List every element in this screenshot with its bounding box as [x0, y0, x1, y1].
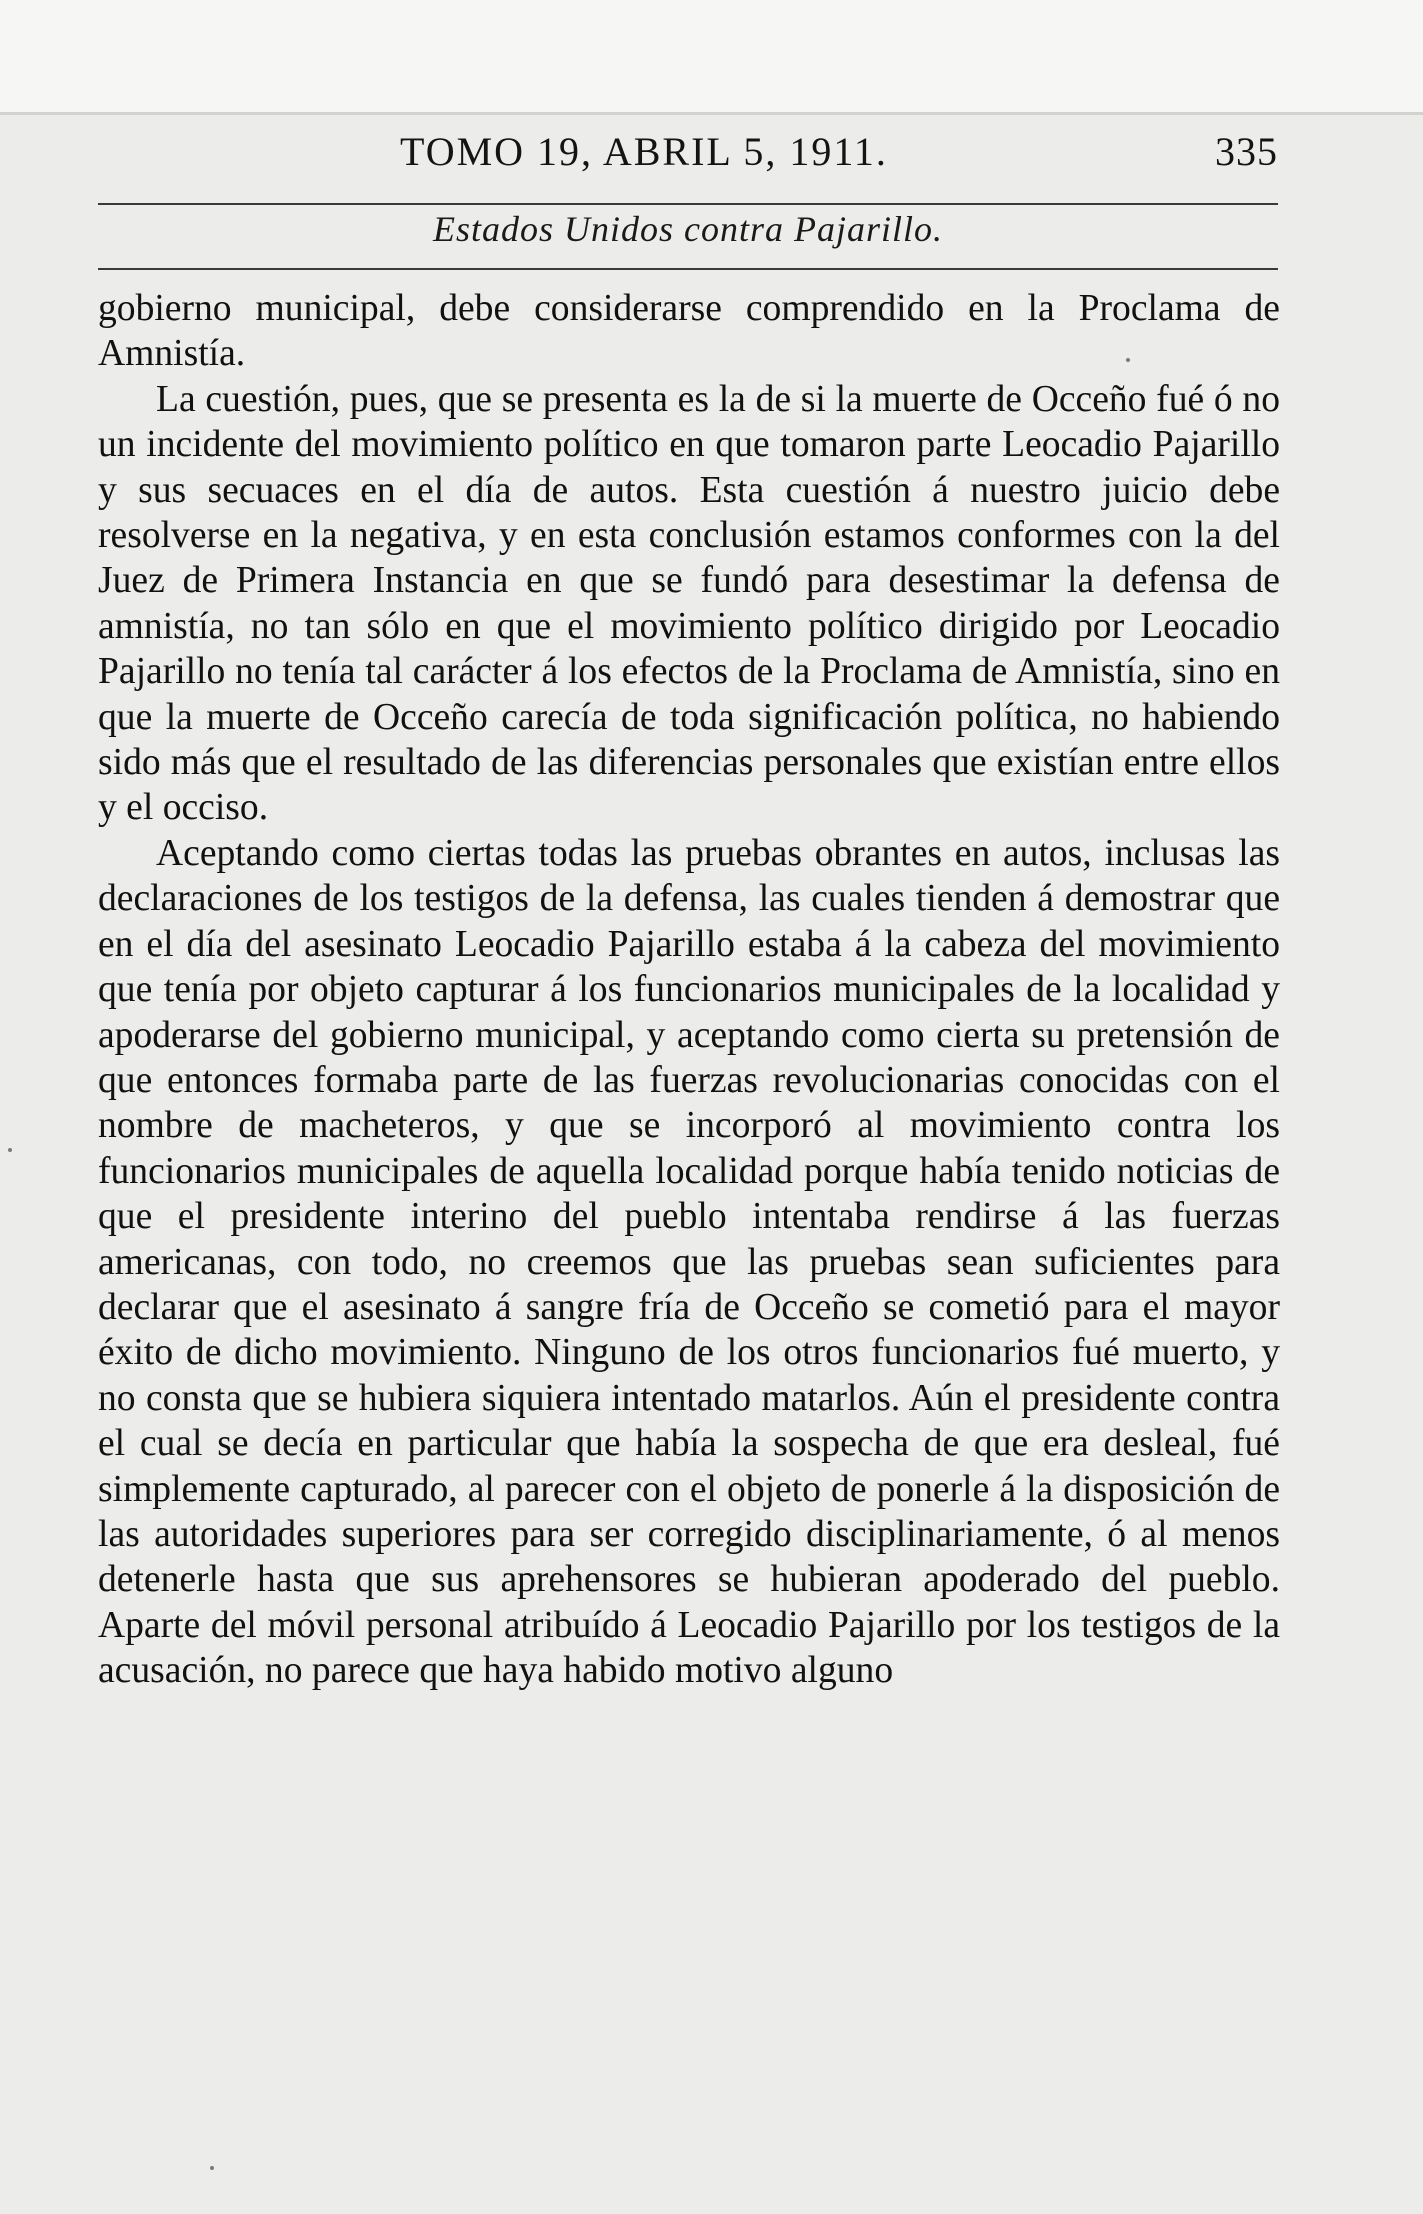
page-header	[98, 128, 1278, 188]
scan-edge	[0, 112, 1423, 115]
scan-speck	[1126, 358, 1130, 362]
header-rule	[98, 203, 1278, 205]
paragraph-continuation: gobierno municipal, debe considerarse comprendido en la Proclama de Amnistía.	[98, 288, 1280, 375]
paragraph: Aceptando como ciertas todas las pruebas obrantes en autos, inclusas las declaraciones de los testigos de la defensa, las cuales tienden á demostrar que en el día del asesinato Leocadio Pajarillo estaba á la cabeza del movimiento que tenía por objeto capturar á los funcionarios municipales de la localidad y apoderarse del gobierno municipal, y aceptando como cierta su pretensión de que entonces formaba parte de las fuerzas revolucionarias conocidas con el nombre de macheteros, y que se incorporó al movimiento contra los funcionarios municipales de aquella localidad porque había tenido noticias de que el presidente interino del pueblo intentaba rendirse á las fuerzas americanas, con todo, no creemos que las pruebas sean suficientes para declarar que el asesinato á sangre fría de Occeño se cometió para el mayor éxito de dicho movimiento. Ninguno de los otros funcionarios fué muerto, y no consta que se hubiera siquiera intentado matarlos. Aún el presidente contra el cual se decía en particular que había la sospecha de que era desleal, fué simplemente capturado, al parecer con el objeto de ponerle á la disposición de las autoridades superiores para ser corregido disciplinariamente, ó al menos detenerle hasta que sus aprehensores se hubieran apoderado del pueblo. Aparte del móvil personal atribuído á Leocadio Pajarillo por los testigos de la acusación, no parece que haya habido motivo alguno	[98, 832, 1280, 1692]
case-title: Estados Unidos contra Pajarillo.	[432, 209, 944, 249]
scan-speck	[210, 2166, 214, 2170]
paragraph: La cuestión, pues, que se presenta es la de si la muerte de Occeño fué ó no un incidente del movimiento político en que tomaron parte Leocadio Pajarillo y sus secuaces en el día de autos. Esta cuestión á nuestro juicio debe resolverse en la negativa, y en esta conclusión estamos conformes con la del Juez de Primera Instancia en que se fundó para desestimar la defensa de amnistía, no tan sólo en que el movimiento político dirigido por Leocadio Pajarillo no tenía tal carácter á los efectos de la Proclama de Amnistía, sino en que la muerte de Occeño carecía de toda significación política, no habiendo sido más que el resultado de las diferencias personales que existían entre ellos y el occiso.	[98, 378, 1280, 829]
title-rule	[98, 268, 1278, 270]
scan-speck	[8, 1148, 12, 1152]
page-number: 335	[1215, 129, 1278, 174]
body-text	[98, 286, 1280, 1694]
running-head: TOMO 19, ABRIL 5, 1911.	[400, 129, 888, 174]
scan-margin	[0, 0, 1423, 112]
